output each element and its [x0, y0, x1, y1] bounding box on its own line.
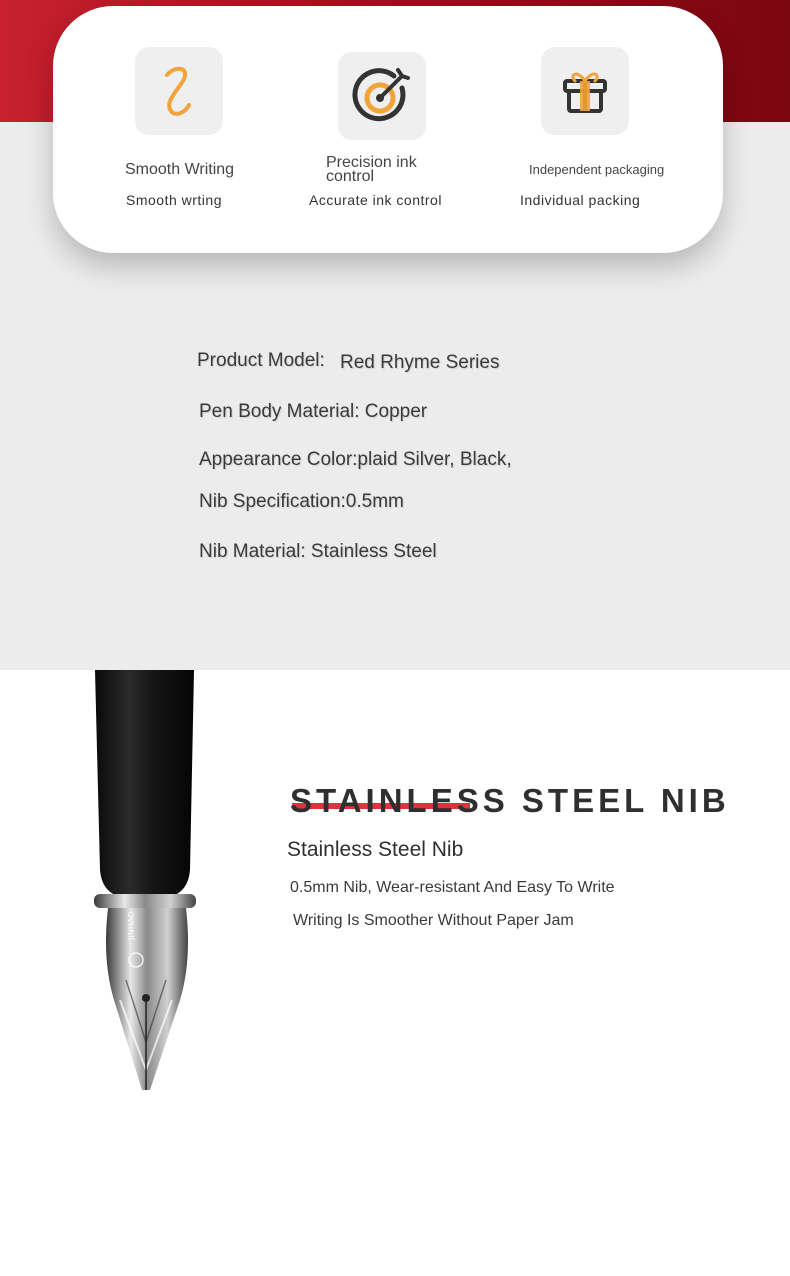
feature-icon-box-smooth: [135, 47, 223, 135]
spec-nib-spec: Nib Specification:0.5mm: [199, 491, 404, 512]
nib-engraving: JINHAO: [127, 911, 136, 940]
spec-body-material: Pen Body Material: Copper: [199, 401, 428, 422]
feature-label-packaging: Independent packaging: [529, 162, 665, 177]
wave-icon: [157, 63, 201, 119]
feature-icon-box-precision: [338, 52, 426, 140]
target-icon: [350, 64, 414, 128]
spec-nib-material: Nib Material: Stainless Steel: [199, 541, 437, 562]
feature-card: [53, 6, 723, 253]
spec-color: Appearance Color:plaid Silver, Black,: [199, 449, 512, 470]
nib-desc-line1: 0.5mm Nib, Wear-resistant And Easy To Write: [290, 879, 615, 896]
pen-nib-illustration: [80, 670, 220, 1100]
feature-label-smooth: Smooth Writing: [125, 161, 235, 178]
feature-sub-smooth: Smooth wrting: [126, 192, 222, 208]
feature-sub-packaging: Individual packing: [520, 192, 641, 208]
feature-icon-box-gift: [541, 47, 629, 135]
feature-sub-precision: Accurate ink control: [309, 192, 442, 208]
nib-desc-line2: Writing Is Smoother Without Paper Jam: [293, 912, 574, 929]
nib-subheading: Stainless Steel Nib: [287, 838, 464, 861]
gift-icon: [559, 65, 611, 117]
spec-model-label: Product Model:: [197, 350, 325, 371]
nib-headline: STAINLESS STEEL NIB: [290, 782, 730, 819]
spec-model-value: Red Rhyme Series: [340, 352, 500, 373]
feature-label-precision: Precision ink control: [326, 154, 417, 185]
